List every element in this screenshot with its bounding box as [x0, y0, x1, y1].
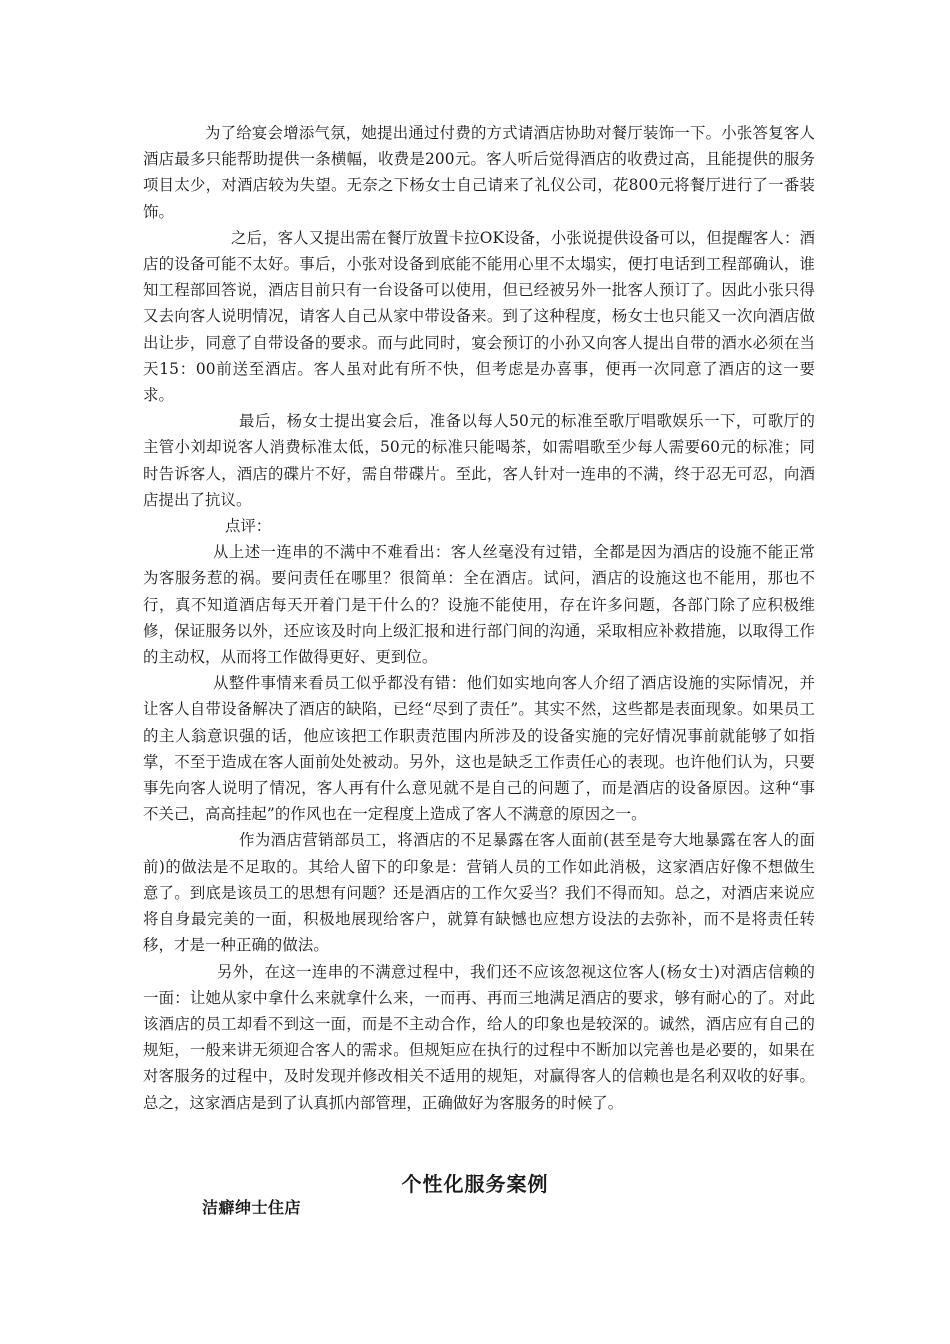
case-title: 洁癖绅士住店 — [202, 1198, 302, 1217]
paragraph-decoration: 为了给宴会增添气氛，她提出通过付费的方式请酒店协助对餐厅装饰一下。小张答复客人酒店最多只能帮助提供一条横幅，收费是200元。客人听后觉得酒店的收费过高，且能提供的服务项目太少，对酒店较为失望。无奈之下杨女士自己请来了礼仪公司，花800元将餐厅进行了一番装饰。 — [143, 124, 815, 221]
paragraph-comment-staff: 从整件事情来看员工似乎都没有错：他们如实地向客人介绍了酒店设施的实际情况，并让客人自带设备解决了酒店的缺陷，已经“尽到了责任”。其实不然，这些都是表面现象。如果员工的主人翁意识强的话，他应该把工作职责范围内所涉及的设备实施的完好情况事前就能够了如指掌，不至于造成在客人面前处处被动。另外，这也是缺乏工作责任心的表现。也许他们认为，只要事先向客人说明了情况，客人再有什么意见就不是自己的问题了，而是酒店的设备原因。这种“事不关己，高高挂起”的作风也在一定程度上造成了客人不满意的原因之一。 — [143, 674, 815, 824]
paragraph-comment-marketing: 作为酒店营销部员工，将酒店的不足暴露在客人面前(甚至是夸大地暴露在客人的面前)的做法是不足取的。其给人留下的印象是：营销人员的工作如此消极，这家酒店好像不想做生意了。到底是该员工的思想有问题？还是酒店的工作欠妥当？我们不得而知。总之，对酒店来说应将自身最完美的一面，积极地展现给客户，就算有缺憾也应想方设法的去弥补，而不是将责任转移，才是一种正确的做法。 — [143, 831, 815, 955]
section-heading: 个性化服务案例 — [401, 1172, 549, 1196]
paragraph-singing-request: 最后，杨女士提出宴会后，准备以每人50元的标准至歌厅唱歌娱乐一下，可歌厅的主管小刘却说客人消费标准太低，50元的标准只能喝茶，如需唱歌至少每人需要60元的标准；同时告诉客人，酒店的碟片不好，需自带碟片。至此，客人针对一连串的不满，终于忍无可忍，向酒店提出了抗议。 — [143, 412, 815, 509]
document-body — [143, 120, 815, 1116]
paragraph-karaoke-equipment: 之后，客人又提出需在餐厅放置卡拉OK设备，小张说提供设备可以，但提醒客人：酒店的设备可能不太好。事后，小张对设备到底能不能用心里不太塌实，便打电话到工程部确认，谁知工程部回答说，酒店目前只有一台设备可以使用，但已经被另外一批客人预订了。因此小张只得又去向客人说明情况，请客人自己从家中带设备来。到了这种程度，杨女士也只能又一次向酒店做出让步，同意了自带设备的要求。而与此同时，宴会预订的小孙又向客人提出自带的酒水必须在当天15：00前送至酒店。客人虽对此有所不快，但考虑是办喜事，便再一次同意了酒店的这一要求。 — [143, 228, 815, 405]
paragraph-comment-facilities: 从上述一连串的不满中不难看出：客人丝毫没有过错，全都是因为酒店的设施不能正常为客服务惹的祸。要问责任在哪里？很简单：全在酒店。试问，酒店的设施这也不能用，那也不行，真不知道酒店每天开着门是干什么的？设施不能使用，存在许多问题，各部门除了应积极维修，保证服务以外，还应该及时向上级汇报和进行部门间的沟通，采取相应补救措施，以取得工作的主动权，从而将工作做得更好、更到位。 — [143, 543, 815, 667]
comment-label: 点评： — [225, 517, 272, 536]
paragraph-comment-guest-trust: 另外，在这一连串的不满意过程中，我们还不应该忽视这位客人(杨女士)对酒店信赖的一面：让她从家中拿什么来就拿什么来，一而再、再而三地满足酒店的要求，够有耐心的了。对此该酒店的员工却看不到这一面，而是不主动合作，给人的印象也是较深的。诚然，酒店应有自己的规矩，一般来讲无须迎合客人的需求。但规矩应在执行的过程中不断加以完善也是必要的，如果在对客服务的过程中，及时发现并修改相关不适用的规矩，对赢得客人的信赖也是名利双收的好事。总之，这家酒店是到了认真抓内部管理，正确做好为客服务的时候了。 — [143, 962, 815, 1112]
